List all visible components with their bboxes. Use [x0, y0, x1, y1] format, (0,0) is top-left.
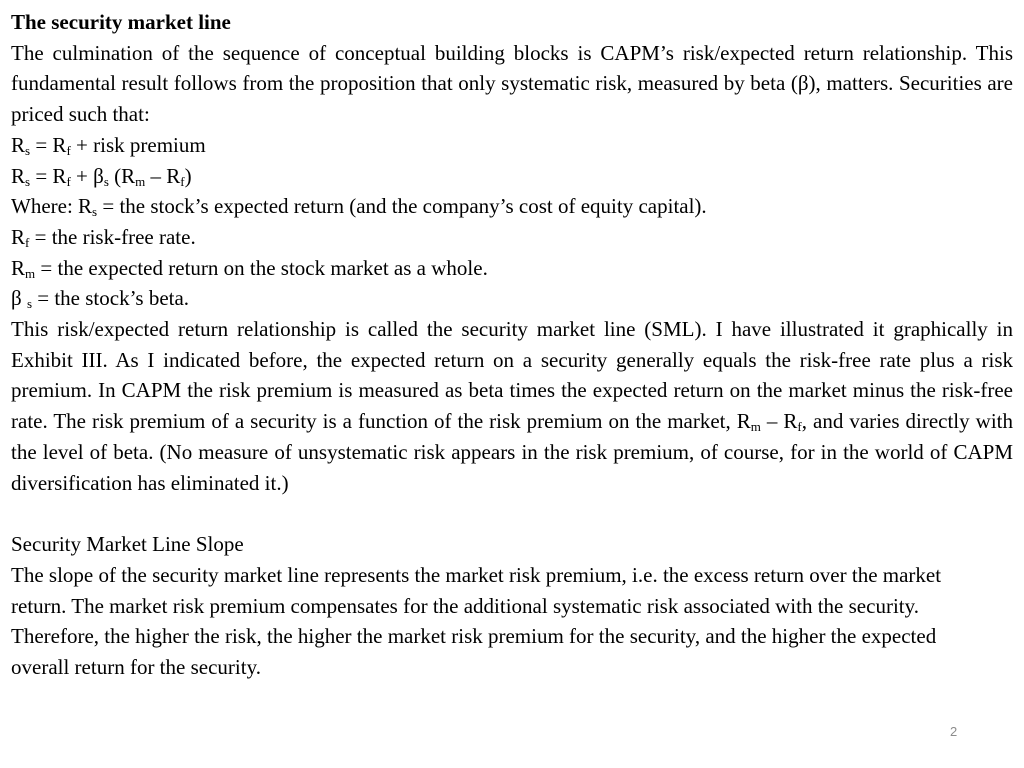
definition-rf [11, 222, 1013, 253]
definition-subscript: s [92, 204, 98, 220]
formula-subscript: f [66, 173, 71, 189]
page-number: 2 [950, 724, 958, 739]
definition-rm [11, 253, 1013, 284]
definition-text: = the expected return on the stock market as a whole. [35, 255, 488, 280]
definition-beta [11, 283, 1013, 314]
paragraph-spacer [11, 498, 1013, 529]
section-title: The security market line [11, 10, 231, 34]
intro-paragraph: The culmination of the sequence of conceptual building blocks is CAPM’s risk/expected return relationship. This fundamental result follows from the proposition that only systematic risk, measured by beta (β), matters. Securities are priced such that: [11, 40, 1013, 127]
formula-text: – R [145, 163, 181, 188]
formula-subscript: s [25, 142, 31, 158]
definition-subscript: f [25, 234, 30, 250]
paragraph-text: This risk/expected return relationship is called the security market line (SML). I have illustrated it graphically in Exhibit III. As I indicated before, the expected return on a security generally equals the risk-free rate plus a risk premium. In CAPM the risk premium is measured as beta times the expected return on the market minus the risk-free rate. The risk premium of a security is a function of the risk premium on the market, R [11, 317, 1013, 434]
formula-subscript: m [135, 173, 146, 189]
formula-text: ) [184, 163, 192, 188]
formula-text: + risk premium [70, 132, 206, 157]
definition-symbol: R [11, 255, 26, 280]
formula-subscript: s [103, 173, 109, 189]
formula-text: + β [70, 163, 104, 188]
formula-risk-premium [11, 130, 1013, 161]
paragraph-text: – R [760, 409, 798, 434]
paragraph-subscript: m [750, 419, 761, 435]
definition-text: = the stock’s expected return (and the company’s cost of equity capital). [97, 194, 707, 219]
definition-text: = the stock’s beta. [32, 286, 190, 311]
definition-subscript: s [26, 296, 32, 312]
formula-subscript: f [180, 173, 185, 189]
formula-capm [11, 161, 1013, 192]
definition-lead: Where: R [11, 194, 93, 219]
definition-rs [11, 191, 1013, 222]
formula-text: = R [30, 163, 67, 188]
formula-text: (R [108, 163, 136, 188]
slide-content [11, 7, 1013, 683]
definition-symbol: β [11, 286, 22, 311]
definition-symbol: R [11, 224, 26, 249]
slope-heading: Security Market Line Slope [11, 532, 244, 557]
formula-symbol: R [11, 163, 26, 188]
sml-explanation-paragraph [11, 314, 1013, 498]
formula-symbol: R [11, 132, 26, 157]
formula-subscript: s [25, 173, 31, 189]
slope-paragraph: The slope of the security market line represents the market risk premium, i.e. the excess return over the market return. The market risk premium compensates for the additional systematic risk associated with the security. Therefore, the higher the risk, the higher the market risk premium for the security, and the higher the expected overall return for the security. [11, 562, 942, 680]
paragraph-text: , and varies directly with the level of beta. (No measure of unsystematic risk appears in the risk premium, of course, for in the world of CAPM diversification has eliminated it.) [11, 409, 1013, 495]
formula-text: = R [30, 132, 67, 157]
definition-subscript: m [25, 265, 36, 281]
paragraph-subscript: f [797, 419, 802, 435]
formula-subscript: f [66, 142, 71, 158]
definition-text: = the risk-free rate. [29, 224, 196, 249]
